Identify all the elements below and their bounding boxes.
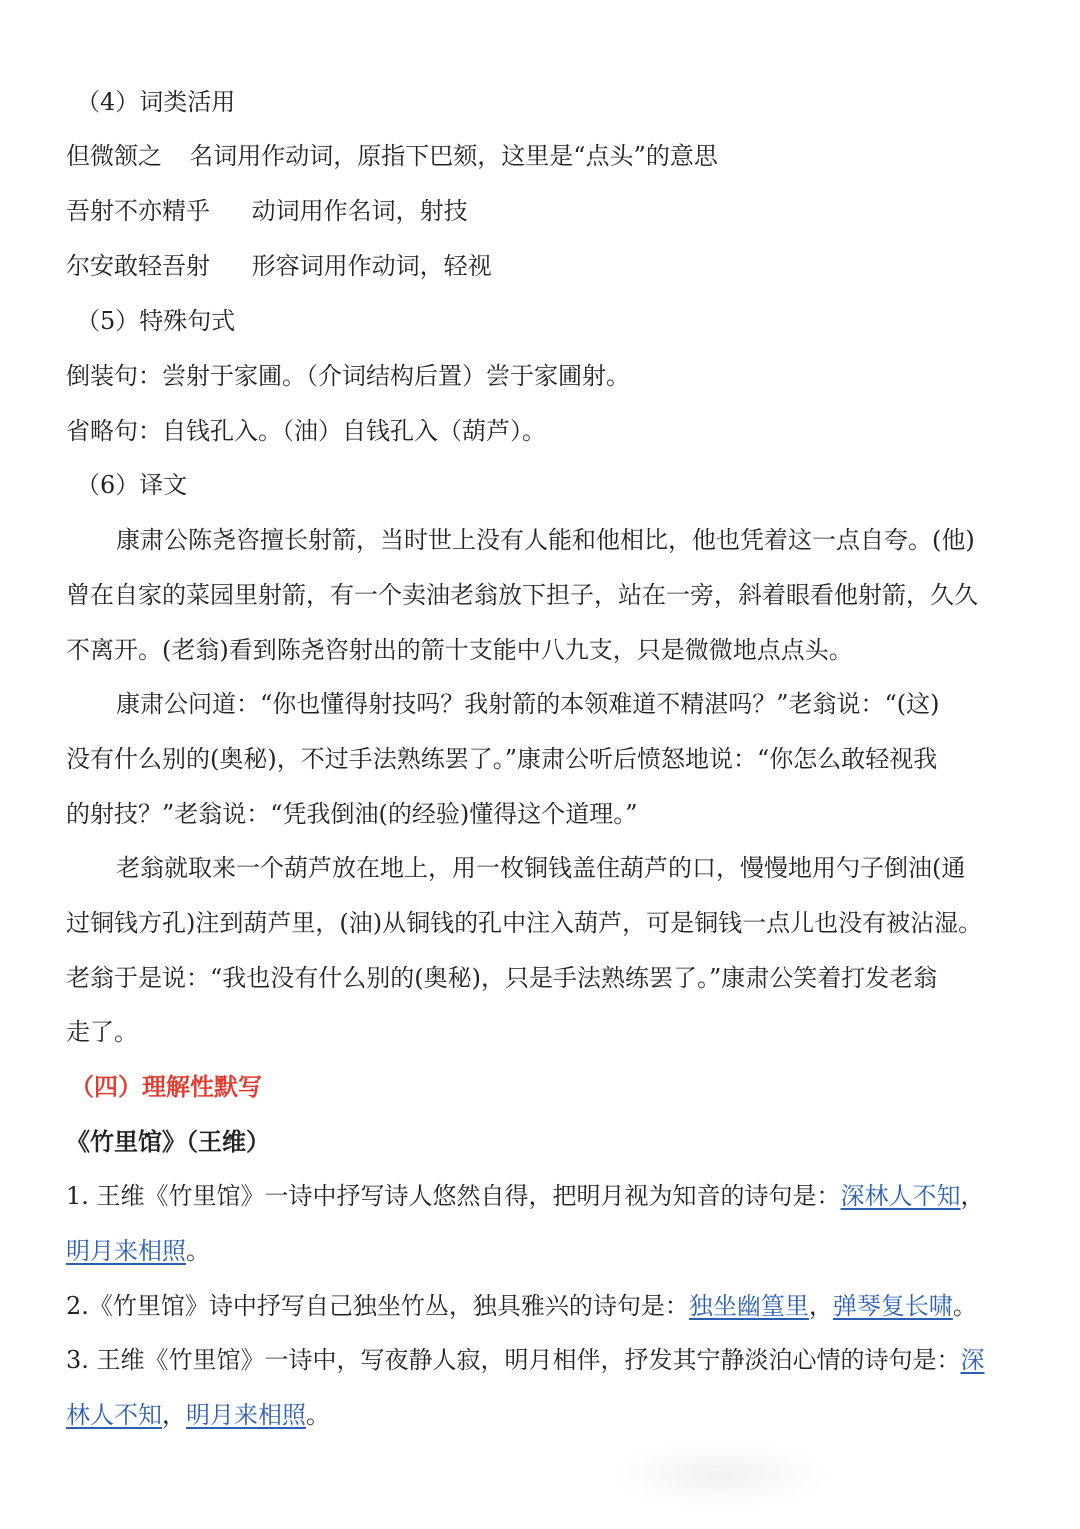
question-2: [66, 1290, 1014, 1322]
usage-line-3: [66, 250, 1014, 282]
translation-line-6: 的射技？”老翁说：“凭我倒油(的经验)懂得这个道理。”: [66, 800, 638, 828]
usage-line-2: [66, 195, 1014, 227]
translation-line-1: 康肃公陈尧咨擅长射箭，当时世上没有人能和他相比，他也凭着这一点自夸。(他): [116, 526, 975, 554]
section-heading-5: （5）特殊句式: [76, 307, 236, 335]
translation-line-10: 走了。: [66, 1018, 138, 1046]
question-3-cont: [66, 1399, 1014, 1431]
translation-line-8: 过铜钱方孔)注到葫芦里，(油)从铜钱的孔中注入葫芦，可是铜钱一点儿也没有被沾湿。: [66, 909, 983, 937]
sentence-pattern-1: 倒装句：尝射于家圃。（介词结构后置）尝于家圃射。: [66, 362, 630, 390]
translation-line-5: 没有什么别的(奥秘)，不过手法熟练罢了。”康肃公听后愤怒地说：“你怎么敢轻视我: [66, 745, 938, 773]
translation-line-3: 不离开。(老翁)看到陈尧咨射出的箭十支能中八九支，只是微微地点点头。: [66, 636, 853, 664]
usage-term: 但微颔之: [66, 142, 162, 170]
answer-blank: 深林人不知: [840, 1182, 961, 1210]
separator: ，: [960, 1182, 985, 1210]
separator: ，: [808, 1292, 833, 1320]
question-text: 2.《竹里馆》诗中抒写自己独坐竹丛，独具雅兴的诗句是：: [66, 1292, 689, 1320]
answer-blank: 明月来相照: [186, 1401, 306, 1429]
translation-line-9: 老翁于是说：“我也没有什么别的(奥秘)，只是手法熟练罢了。”康肃公笑着打发老翁: [66, 964, 938, 992]
answer-blank: 明月来相照: [66, 1237, 186, 1265]
answer-blank: 弹琴复长啸: [832, 1292, 953, 1320]
separator: 。: [186, 1237, 210, 1265]
usage-explain: 动词用作名词，射技: [251, 197, 468, 225]
separator: 。: [952, 1292, 977, 1320]
usage-line-1: [66, 140, 1014, 172]
sentence-pattern-2: 省略句：自钱孔入。（油）自钱孔入（葫芦）。: [66, 417, 546, 445]
usage-term: 吾射不亦精乎: [66, 197, 210, 225]
usage-explain: 形容词用作动词，轻视: [251, 252, 492, 280]
separator: 。: [306, 1401, 330, 1429]
answer-blank: 独坐幽篁里: [688, 1292, 809, 1320]
section-heading-6: （6）译文: [76, 471, 188, 499]
faint-watermark: [610, 1440, 830, 1510]
answer-blank: 林人不知: [66, 1401, 162, 1429]
question-text: 1. 王维《竹里馆》一诗中抒写诗人悠然自得，把明月视为知音的诗句是：: [66, 1182, 841, 1210]
translation-line-4: 康肃公问道：“你也懂得射技吗？我射箭的本领难道不精湛吗？”老翁说：“(这): [116, 690, 940, 718]
question-3: [66, 1344, 1014, 1376]
usage-term: 尔安敢轻吾射: [66, 252, 210, 280]
question-text: 3. 王维《竹里馆》一诗中，写夜静人寂，明月相伴，抒发其宁静淡泊心情的诗句是：: [66, 1346, 961, 1374]
poem-title: 《竹里馆》（王维）: [66, 1128, 270, 1156]
answer-blank: 深: [960, 1346, 985, 1374]
separator: ，: [162, 1401, 186, 1429]
part4-title: （四）理解性默写: [70, 1073, 262, 1101]
section-heading-4: （4）词类活用: [76, 88, 236, 116]
translation-line-2: 曾在自家的菜园里射箭，有一个卖油老翁放下担子，站在一旁，斜着眼看他射箭，久久: [66, 581, 978, 609]
usage-explain: 名词用作动词，原指下巴颏，这里是“点头”的意思: [189, 142, 718, 170]
translation-line-7: 老翁就取来一个葫芦放在地上，用一枚铜钱盖住葫芦的口，慢慢地用勺子倒油(通: [116, 854, 966, 882]
question-1: [66, 1180, 1014, 1212]
question-1-cont: [66, 1235, 1014, 1267]
